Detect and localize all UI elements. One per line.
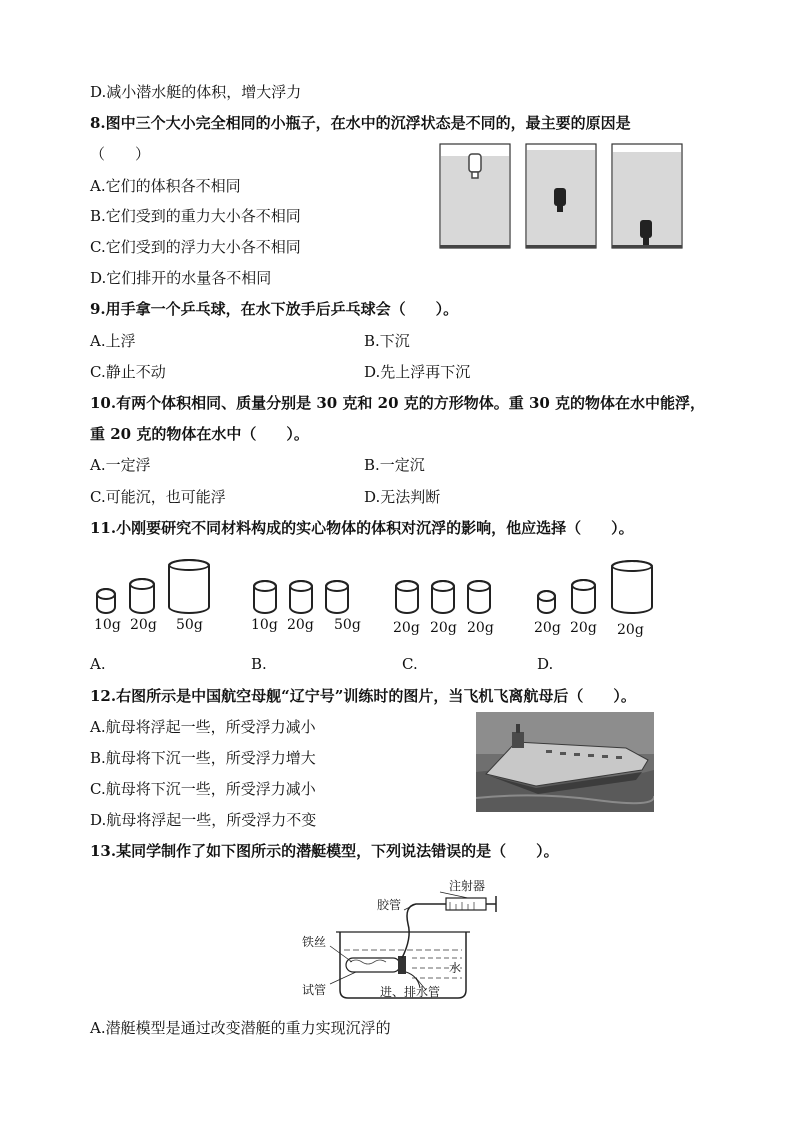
q8-option-a: A.它们的体积各不相同 — [90, 177, 241, 195]
bottle-container-suspended — [526, 144, 596, 248]
cylinder-b-2 — [289, 580, 313, 614]
cylinder-b-3 — [325, 580, 349, 614]
label-b-3: 50g — [334, 617, 361, 633]
label-a-2: 20g — [130, 617, 157, 633]
cylinder-d-2 — [571, 579, 596, 614]
q11-option-b: B. — [251, 655, 267, 673]
q8-option-c: C.它们受到的浮力大小各不相同 — [90, 238, 301, 256]
cylinder-b-1 — [253, 580, 277, 614]
cylinder-a-2 — [129, 578, 155, 614]
cylinder-a-3 — [168, 559, 210, 614]
q10-option-a: A.一定浮 — [90, 456, 151, 474]
cylinder-d-1 — [537, 590, 556, 614]
label-c-3: 20g — [467, 620, 494, 636]
q12-option-c: C.航母将下沉一些，所受浮力减小 — [90, 780, 316, 798]
q9-option-c: C.静止不动 — [90, 363, 166, 381]
cylinder-c-2 — [431, 580, 455, 614]
label-b-1: 10g — [251, 617, 278, 633]
q9-option-d: D.先上浮再下沉 — [364, 363, 471, 381]
q8-option-b: B.它们受到的重力大小各不相同 — [90, 207, 301, 225]
label-syringe: 注射器 — [449, 879, 486, 893]
q10-option-c: C.可能沉，也可能浮 — [90, 488, 226, 506]
q10-stem-line2: 重 20 克的物体在水中（ ）。 — [90, 425, 309, 443]
q13-option-a: A.潜艇模型是通过改变潜艇的重力实现沉浮的 — [90, 1019, 391, 1037]
cylinder-c-1 — [395, 580, 419, 614]
label-d-2: 20g — [570, 620, 597, 636]
q9-option-b: B.下沉 — [364, 332, 410, 350]
cylinder-d-3 — [611, 560, 653, 614]
q10-stem-line1: 10.有两个体积相同、质量分别是 30 克和 20 克的方形物体。重 30 克的物体在水中能浮， — [90, 394, 706, 412]
label-iron-wire: 铁丝 — [302, 935, 327, 949]
q8-stem: 8.图中三个大小完全相同的小瓶子，在水中的沉浮状态是不同的，最主要的原因是 — [90, 114, 631, 132]
q8-bottles-figure — [438, 142, 686, 250]
label-b-2: 20g — [287, 617, 314, 633]
bottle-container-floating — [440, 144, 510, 248]
label-inout-pipe: 进、排水管 — [380, 985, 441, 999]
q12-stem: 12.右图所示是中国航空母舰“辽宁号”训练时的图片，当飞机飞离航母后（ ）。 — [90, 687, 636, 705]
label-hose: 胶管 — [377, 898, 402, 912]
q12-option-a: A.航母将浮起一些，所受浮力减小 — [90, 718, 316, 736]
q12-option-b: B.航母将下沉一些，所受浮力增大 — [90, 749, 316, 767]
q11-stem: 11.小刚要研究不同材料构成的实心物体的体积对沉浮的影响，他应选择（ ）。 — [90, 519, 634, 537]
label-a-1: 10g — [94, 617, 121, 633]
q9-stem: 9.用手拿一个乒乓球，在水下放手后乒乓球会（ ）。 — [90, 300, 459, 318]
aircraft-carrier-photo — [476, 712, 654, 812]
q9-option-a: A.上浮 — [90, 332, 136, 350]
q11-option-d: D. — [537, 655, 554, 673]
label-d-3: 20g — [617, 622, 644, 638]
cylinder-a-1 — [96, 588, 116, 614]
bottle-container-sunk — [612, 144, 682, 248]
label-c-1: 20g — [393, 620, 420, 636]
label-c-2: 20g — [430, 620, 457, 636]
label-a-3: 50g — [176, 617, 203, 633]
q8-option-d: D.它们排开的水量各不相同 — [90, 269, 272, 287]
q8-answer-paren: （ ） — [90, 145, 151, 163]
q10-option-b: B.一定沉 — [364, 456, 425, 474]
q11-option-c: C. — [402, 655, 418, 673]
q11-option-a: A. — [90, 655, 106, 673]
q13-stem: 13.某同学制作了如下图所示的潜艇模型，下列说法错误的是（ ）。 — [90, 842, 559, 860]
label-water: 水 — [449, 961, 462, 975]
label-test-tube: 试管 — [302, 983, 327, 997]
q12-option-d: D.航母将浮起一些，所受浮力不变 — [90, 811, 317, 829]
q7-option-d: D.减小潜水艇的体积，增大浮力 — [90, 83, 302, 101]
cylinder-c-3 — [467, 580, 491, 614]
q10-option-d: D.无法判断 — [364, 488, 441, 506]
label-d-1: 20g — [534, 620, 561, 636]
